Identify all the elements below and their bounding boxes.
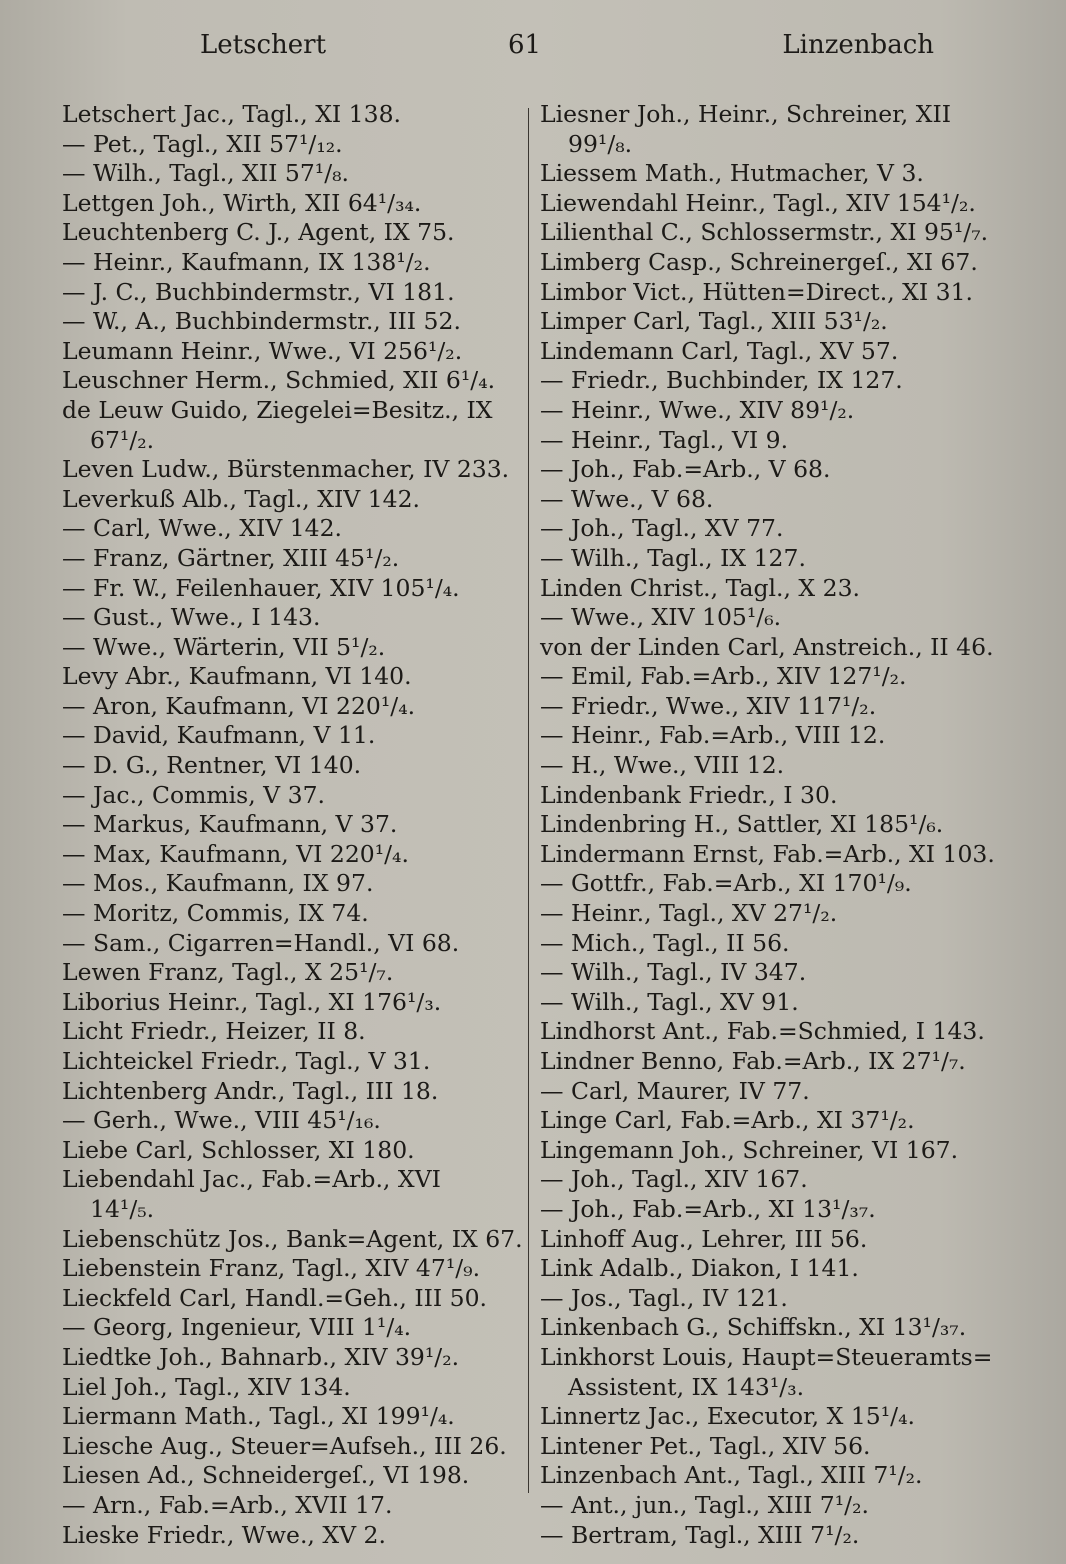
directory-entry: — Arn., Fab.=Arb., XVII 17. <box>62 1490 393 1519</box>
directory-entry: — Pet., Tagl., XII 57¹/₁₂. <box>62 129 343 158</box>
directory-entry: — Heinr., Wwe., XIV 89¹/₂. <box>540 395 855 424</box>
directory-entry: Lewen Franz, Tagl., X 25¹/₇. <box>62 958 394 987</box>
directory-entry: Licht Friedr., Heizer, II 8. <box>62 1017 366 1046</box>
directory-entry: Leumann Heinr., Wwe., VI 256¹/₂. <box>62 336 463 365</box>
directory-entry: Lichtenberg Andr., Tagl., III 18. <box>62 1076 439 1105</box>
directory-entry: de Leuw Guido, Ziegelei=Besitz., IX <box>62 395 493 424</box>
header-last-name: Linzenbach <box>782 30 934 60</box>
directory-entry: Leuschner Herm., Schmied, XII 6¹/₄. <box>62 366 496 395</box>
directory-entry: Linkhorst Louis, Haupt=Steueramts= <box>540 1342 993 1371</box>
directory-entry: Liel Joh., Tagl., XIV 134. <box>62 1372 351 1401</box>
directory-entry: — Georg, Ingenieur, VIII 1¹/₄. <box>62 1313 412 1342</box>
directory-entry: — D. G., Rentner, VI 140. <box>62 751 362 780</box>
header-first-name: Letschert <box>200 30 327 60</box>
directory-entry: Leverkuß Alb., Tagl., XIV 142. <box>62 484 421 513</box>
directory-entry: Lindemann Carl, Tagl., XV 57. <box>540 336 899 365</box>
directory-entry: — Wwe., Wärterin, VII 5¹/₂. <box>62 632 386 661</box>
directory-entry: Liebenschütz Jos., Bank=Agent, IX 67. <box>62 1224 523 1253</box>
directory-entry: — W., A., Buchbindermstr., III 52. <box>62 307 461 336</box>
directory-entry: — Heinr., Tagl., VI 9. <box>540 425 789 454</box>
directory-entry: Limberg Casp., Schreinergeſ., XI 67. <box>540 247 978 276</box>
directory-entry: Liebenstein Franz, Tagl., XIV 47¹/₉. <box>62 1254 481 1283</box>
directory-entry: — Wilh., Tagl., XV 91. <box>540 987 799 1016</box>
directory-entry: Lingemann Joh., Schreiner, VI 167. <box>540 1135 959 1164</box>
entry-continuation: Assistent, IX 143¹/₃. <box>568 1372 805 1401</box>
directory-entry: — Heinr., Kaufmann, IX 138¹/₂. <box>62 247 431 276</box>
directory-entry: Linkenbach G., Schiffskn., XI 13¹/₃₇. <box>540 1313 967 1342</box>
directory-entry: — Friedr., Buchbinder, IX 127. <box>540 366 903 395</box>
directory-entry: — H., Wwe., VIII 12. <box>540 751 785 780</box>
directory-entry: — Wilh., Tagl., IV 347. <box>540 958 807 987</box>
directory-entry: Link Adalb., Diakon, I 141. <box>540 1254 859 1283</box>
directory-entry: — Aron, Kaufmann, VI 220¹/₄. <box>62 691 416 720</box>
directory-entry: Liessem Math., Hutmacher, V 3. <box>540 159 924 188</box>
directory-entry: — David, Kaufmann, V 11. <box>62 721 376 750</box>
directory-entry: Leven Ludw., Bürstenmacher, IV 233. <box>62 455 510 484</box>
directory-entry: — Mos., Kaufmann, IX 97. <box>62 869 374 898</box>
directory-entry: — J. C., Buchbindermstr., VI 181. <box>62 277 455 306</box>
directory-entry: Liebendahl Jac., Fab.=Arb., XVI <box>62 1165 441 1194</box>
directory-entry: von der Linden Carl, Anstreich., II 46. <box>540 632 994 661</box>
directory-entry: — Joh., Fab.=Arb., XI 13¹/₃₇. <box>540 1194 876 1223</box>
directory-entry: Limper Carl, Tagl., XIII 53¹/₂. <box>540 307 888 336</box>
entry-continuation: 67¹/₂. <box>90 425 155 454</box>
directory-entry: — Emil, Fab.=Arb., XIV 127¹/₂. <box>540 662 907 691</box>
directory-entry: Liborius Heinr., Tagl., XI 176¹/₃. <box>62 987 442 1016</box>
directory-entry: Lindhorst Ant., Fab.=Schmied, I 143. <box>540 1017 985 1046</box>
directory-entry: Liermann Math., Tagl., XI 199¹/₄. <box>62 1402 455 1431</box>
directory-entry: Leuchtenberg C. J., Agent, IX 75. <box>62 218 455 247</box>
directory-entry: — Max, Kaufmann, VI 220¹/₄. <box>62 839 409 868</box>
directory-entry: — Markus, Kaufmann, V 37. <box>62 810 398 839</box>
directory-entry: Levy Abr., Kaufmann, VI 140. <box>62 662 412 691</box>
directory-entry: Liesen Ad., Schneidergeſ., VI 198. <box>62 1461 470 1490</box>
directory-entry: — Wwe., XIV 105¹/₆. <box>540 603 782 632</box>
directory-entry: — Carl, Maurer, IV 77. <box>540 1076 810 1105</box>
directory-entry: Linzenbach Ant., Tagl., XIII 7¹/₂. <box>540 1461 923 1490</box>
directory-entry: — Ant., jun., Tagl., XIII 7¹/₂. <box>540 1490 869 1519</box>
left-column <box>62 100 522 1550</box>
directory-entry: Liebe Carl, Schlosser, XI 180. <box>62 1135 415 1164</box>
page-header <box>60 30 1006 74</box>
directory-entry: — Joh., Fab.=Arb., V 68. <box>540 455 831 484</box>
directory-entry: — Friedr., Wwe., XIV 117¹/₂. <box>540 691 877 720</box>
directory-entry: Lindenbring H., Sattler, XI 185¹/₆. <box>540 810 944 839</box>
page-number: 61 <box>508 30 542 60</box>
directory-entry: Lindner Benno, Fab.=Arb., IX 27¹/₇. <box>540 1047 966 1075</box>
directory-entry: Linge Carl, Fab.=Arb., XI 37¹/₂. <box>540 1106 915 1135</box>
directory-entry: Liedtke Joh., Bahnarb., XIV 39¹/₂. <box>62 1342 460 1371</box>
directory-entry: — Franz, Gärtner, XIII 45¹/₂. <box>62 543 400 572</box>
right-column <box>540 100 1010 1550</box>
directory-entry: — Wwe., V 68. <box>540 484 714 513</box>
directory-entry: Lilienthal C., Schlossermstr., XI 95¹/₇. <box>540 218 989 247</box>
directory-entry: — Gottfr., Fab.=Arb., XI 170¹/₉. <box>540 869 912 898</box>
directory-entry: Liesner Joh., Heinr., Schreiner, XII <box>540 100 952 128</box>
directory-entry: — Jos., Tagl., IV 121. <box>540 1283 788 1312</box>
directory-entry: Lieske Friedr., Wwe., XV 2. <box>62 1520 386 1549</box>
directory-entry: Lettgen Joh., Wirth, XII 64¹/₃₄. <box>62 188 422 217</box>
directory-entry: — Mich., Tagl., II 56. <box>540 928 790 957</box>
directory-entry: Lichteickel Friedr., Tagl., V 31. <box>62 1047 431 1075</box>
directory-entry: Lindenbank Friedr., I 30. <box>540 780 838 809</box>
directory-entry: — Joh., Tagl., XV 77. <box>540 514 784 543</box>
directory-entry: — Jac., Commis, V 37. <box>62 780 325 809</box>
directory-entry: Liesche Aug., Steuer=Aufseh., III 26. <box>62 1431 507 1460</box>
directory-entry: — Heinr., Fab.=Arb., VIII 12. <box>540 721 886 750</box>
directory-entry: — Joh., Tagl., XIV 167. <box>540 1165 808 1194</box>
directory-entry: — Carl, Wwe., XIV 142. <box>62 514 343 543</box>
directory-entry: Liewendahl Heinr., Tagl., XIV 154¹/₂. <box>540 188 976 217</box>
directory-entry: — Gust., Wwe., I 143. <box>62 603 321 632</box>
directory-entry: Linnertz Jac., Executor, X 15¹/₄. <box>540 1402 915 1431</box>
directory-entry: Linhoff Aug., Lehrer, III 56. <box>540 1224 868 1253</box>
directory-entry: — Heinr., Tagl., XV 27¹/₂. <box>540 899 838 928</box>
directory-entry: — Wilh., Tagl., XII 57¹/₈. <box>62 159 350 188</box>
directory-entry: — Bertram, Tagl., XIII 7¹/₂. <box>540 1520 860 1549</box>
directory-entry: Lieckfeld Carl, Handl.=Geh., III 50. <box>62 1283 488 1312</box>
directory-entry: — Gerh., Wwe., VIII 45¹/₁₆. <box>62 1106 381 1135</box>
directory-entry: — Fr. W., Feilenhauer, XIV 105¹/₄. <box>62 573 460 602</box>
entry-continuation: 99¹/₈. <box>568 129 633 158</box>
directory-entry: — Sam., Cigarren=Handl., VI 68. <box>62 928 460 957</box>
column-divider <box>528 108 529 1493</box>
directory-entry: Lintener Pet., Tagl., XIV 56. <box>540 1431 871 1460</box>
directory-entry: Linden Christ., Tagl., X 23. <box>540 573 860 602</box>
entry-continuation: 14¹/₅. <box>90 1194 155 1223</box>
directory-entry: — Wilh., Tagl., IX 127. <box>540 543 806 572</box>
directory-entry: Letschert Jac., Tagl., XI 138. <box>62 100 402 128</box>
directory-entry: Lindermann Ernst, Fab.=Arb., XI 103. <box>540 839 995 868</box>
directory-entry: Limbor Vict., Hütten=Direct., XI 31. <box>540 277 974 306</box>
directory-entry: — Moritz, Commis, IX 74. <box>62 899 369 928</box>
